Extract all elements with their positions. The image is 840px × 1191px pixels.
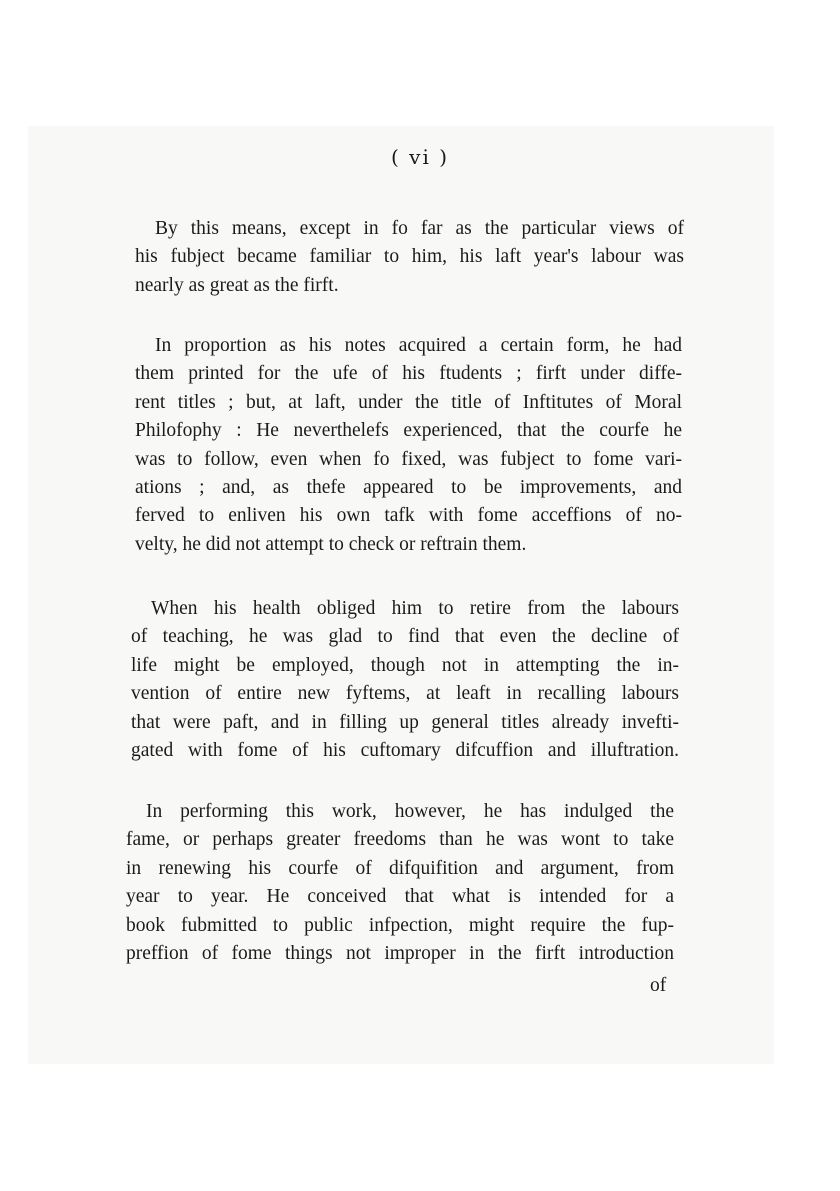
text-line: velty, he did not attempt to check or reftrain them. [135,533,527,555]
catchword: of [650,975,667,996]
text-line: book fubmitted to public infpection, might require the fup- [126,914,674,936]
text-line: year to year. He conceived that what is intended for a [126,886,674,908]
text-line: rent titles ; but, at laft, under the title of Inftitutes of Moral [135,391,682,413]
text-line: his fubject became familiar to him, his laft year's labour was [135,246,684,268]
text-line: that were paft, and in filling up general titles already invefti- [131,711,679,733]
text-line: of teaching, he was glad to find that even the decline of [131,626,679,648]
text-line: nearly as great as the firft. [135,274,339,296]
text-line: ations ; and, as thefe appeared to be improvements, and [135,477,682,499]
paragraph-3 [131,595,679,765]
text-line: When his health obliged him to retire from the labours [151,598,679,619]
paragraph-1 [135,215,684,300]
page-number: ( vi ) [390,145,449,169]
text-line: in renewing his courfe of difquifition and argument, from [126,857,674,879]
text-line: fame, or perhaps greater freedoms than he was wont to take [126,829,674,851]
text-line: Philofophy : He neverthelefs experienced, that the courfe he [135,420,682,442]
text-line: them printed for the ufe of his ftudents ; firft under diffe- [135,363,682,385]
text-line: was to follow, even when fo fixed, was fubject to fome vari- [135,448,682,470]
text-line: preffion of fome things not improper in the firft introduction [126,943,674,965]
text-line: life might be employed, though not in attempting the in- [131,654,679,676]
text-line: vention of entire new fyftems, at leaft in recalling labours [131,683,679,705]
text-line: In performing this work, however, he has indulged the [146,801,674,822]
text-line: ferved to enliven his own tafk with fome acceffions of no- [135,505,682,527]
paragraph-2 [135,332,682,559]
paragraph-4 [126,798,674,968]
text-line: By this means, except in fo far as the particular views of [155,218,684,239]
text-line: In proportion as his notes acquired a certain form, he had [155,335,682,356]
text-line: gated with fome of his cuftomary difcuffion and illuftration. [131,740,679,762]
